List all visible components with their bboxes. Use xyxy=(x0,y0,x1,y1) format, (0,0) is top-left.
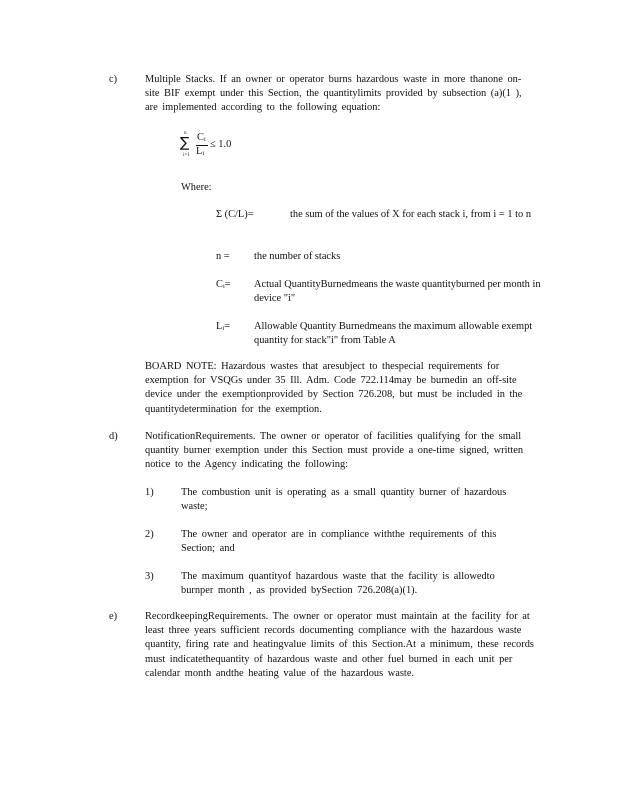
definition-term-l: Li= xyxy=(216,321,231,332)
definition-term-n: n = xyxy=(216,251,230,262)
definition-term-c: Ci= xyxy=(216,279,231,290)
definition-term-sum: Σ (C/L)= xyxy=(216,209,254,220)
section-c-text: Multiple Stacks. If an owner or operator burns hazardous waste in more thanone on-site BIF exempt under this Section, the quantitylimits provided by subsection (a)(1 ), are implemented according to the following equation: xyxy=(145,74,522,114)
definition-text-n: the number of stacks xyxy=(254,251,341,262)
summation-lower-limit: i=1 xyxy=(183,153,190,158)
section-d-text: NotificationRequirements. The owner or operator of facilities qualifying for the small quantity burner exemption under this Section must provide a one-time signed, written notice to the Agency indicating the following: xyxy=(145,431,524,471)
definition-text-c: Actual QuantityBurnedmeans the waste quantityburned per month in device "i" xyxy=(254,279,541,305)
section-c-marker: c) xyxy=(109,74,118,85)
summation-formula xyxy=(180,131,260,165)
formula-numerator: Ci xyxy=(197,132,206,143)
section-d-item-3-marker: 3) xyxy=(145,571,154,582)
definition-text-l: Allowable Quantity Burnedmeans the maximum allowable exempt quantity for stack"i" from Table A xyxy=(254,321,533,347)
section-e-text: RecordkeepingRequirements. The owner or operator must maintain at the facility for at least three years sufficient records documenting compliance with the hazardous waste quantity, firing rate and heatingvalue limits of this Section.At a minimum, these records must indicatethequantity of hazardous waste and other fuel burned in each unit per calendar month andthe heating value of the hazardous waste. xyxy=(145,611,534,679)
section-d-item-2-text: The owner and operator are in compliance withthe requirements of this Section; and xyxy=(181,529,497,555)
where-label: Where: xyxy=(181,182,212,193)
section-d-item-1-marker: 1) xyxy=(145,487,154,498)
section-d-item-2-marker: 2) xyxy=(145,529,154,540)
section-d-item-3-text: The maximum quantityof hazardous waste that the facility is allowedto burnper month , as provided bySection 726.208(a)(1). xyxy=(181,571,495,597)
section-d-marker: d) xyxy=(109,431,118,442)
board-note: BOARD NOTE: Hazardous wastes that aresubject to thespecial requirements for exemption for VSQGs under 35 Ill. Adm. Code 722.114may be burnedin an off-site device under the exemptionprovided by Section 726.208, but must be included in the quantitydetermination for the exemption. xyxy=(145,361,523,415)
subscript: i xyxy=(222,283,225,290)
summation-upper-limit: n xyxy=(184,131,187,136)
section-d-item-1-text: The combustion unit is operating as a small quantity burner of hazardous waste; xyxy=(181,487,507,513)
section-e-marker: e) xyxy=(109,611,118,622)
formula-denominator: Li xyxy=(196,146,205,157)
summation-sign: ∑ xyxy=(180,135,190,151)
subscript: i xyxy=(222,325,225,332)
definition-text-sum: the sum of the values of X for each stack i, from i = 1 to n xyxy=(290,209,532,220)
formula-relation: ≤ 1.0 xyxy=(210,139,232,150)
